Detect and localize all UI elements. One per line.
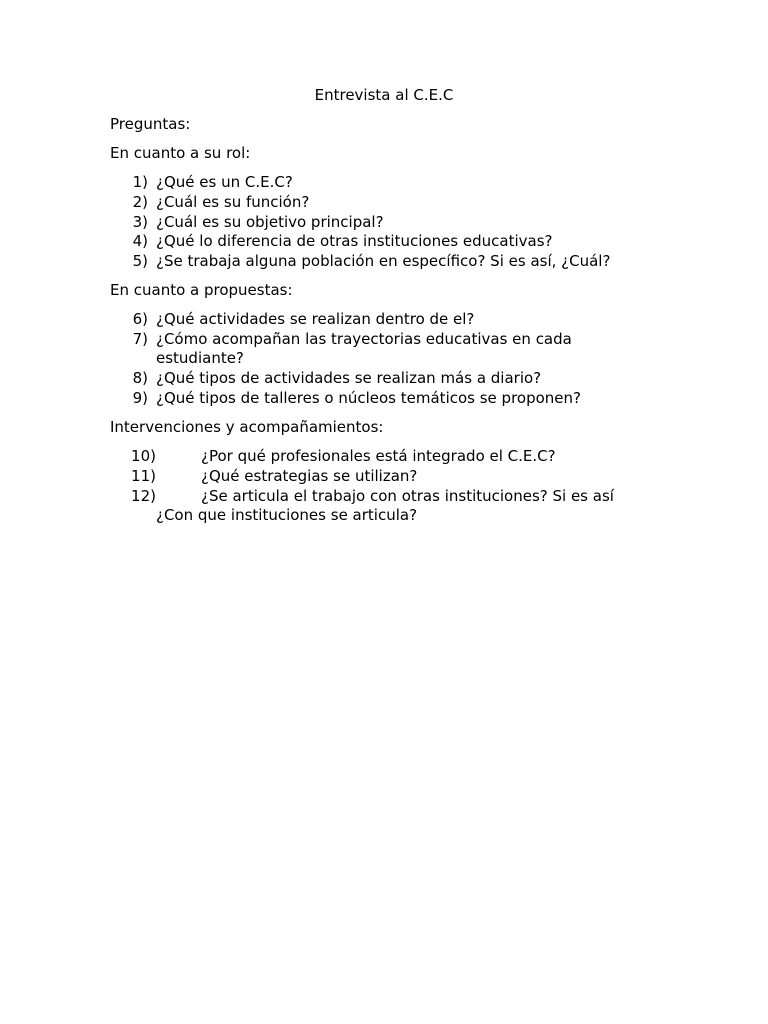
item-number: 7) — [132, 330, 148, 348]
item-text: ¿Cuál es su función? — [156, 193, 310, 211]
item-text: ¿Se trabaja alguna población en específico? Si es así, ¿Cuál? — [156, 252, 611, 270]
item-text: ¿Qué estrategias se utilizan? — [201, 467, 418, 485]
intro-label: Preguntas: — [110, 115, 191, 133]
item-number: 10) — [131, 447, 156, 465]
item-number: 11) — [131, 467, 156, 485]
item-number: 8) — [132, 369, 148, 387]
section-heading-rol: En cuanto a su rol: — [110, 144, 251, 162]
item-text-continuation: ¿Con que instituciones se articula? — [156, 506, 418, 524]
item-text-continuation: estudiante? — [156, 349, 244, 367]
item-number: 6) — [132, 310, 148, 328]
item-text: ¿Qué lo diferencia de otras instituciones educativas? — [156, 232, 553, 250]
section-heading-propuestas: En cuanto a propuestas: — [110, 281, 293, 299]
section-heading-intervenciones: Intervenciones y acompañamientos: — [110, 418, 384, 436]
item-number: 3) — [132, 213, 148, 231]
item-text: ¿Cómo acompañan las trayectorias educativas en cada — [156, 330, 572, 348]
item-number: 2) — [132, 193, 148, 211]
item-number: 12) — [131, 487, 156, 505]
item-text: ¿Qué tipos de actividades se realizan más a diario? — [156, 369, 542, 387]
item-number: 5) — [132, 252, 148, 270]
item-number: 9) — [132, 389, 148, 407]
document-title: Entrevista al C.E.C — [314, 86, 454, 104]
item-text: ¿Qué es un C.E.C? — [156, 173, 293, 191]
item-number: 4) — [132, 232, 148, 250]
item-text: ¿Qué tipos de talleres o núcleos temáticos se proponen? — [156, 389, 581, 407]
item-text: ¿Se articula el trabajo con otras instituciones? Si es así — [201, 487, 614, 505]
item-text: ¿Por qué profesionales está integrado el C.E.C? — [201, 447, 556, 465]
item-number: 1) — [132, 173, 148, 191]
item-text: ¿Qué actividades se realizan dentro de el? — [156, 310, 475, 328]
item-text: ¿Cuál es su objetivo principal? — [156, 213, 384, 231]
